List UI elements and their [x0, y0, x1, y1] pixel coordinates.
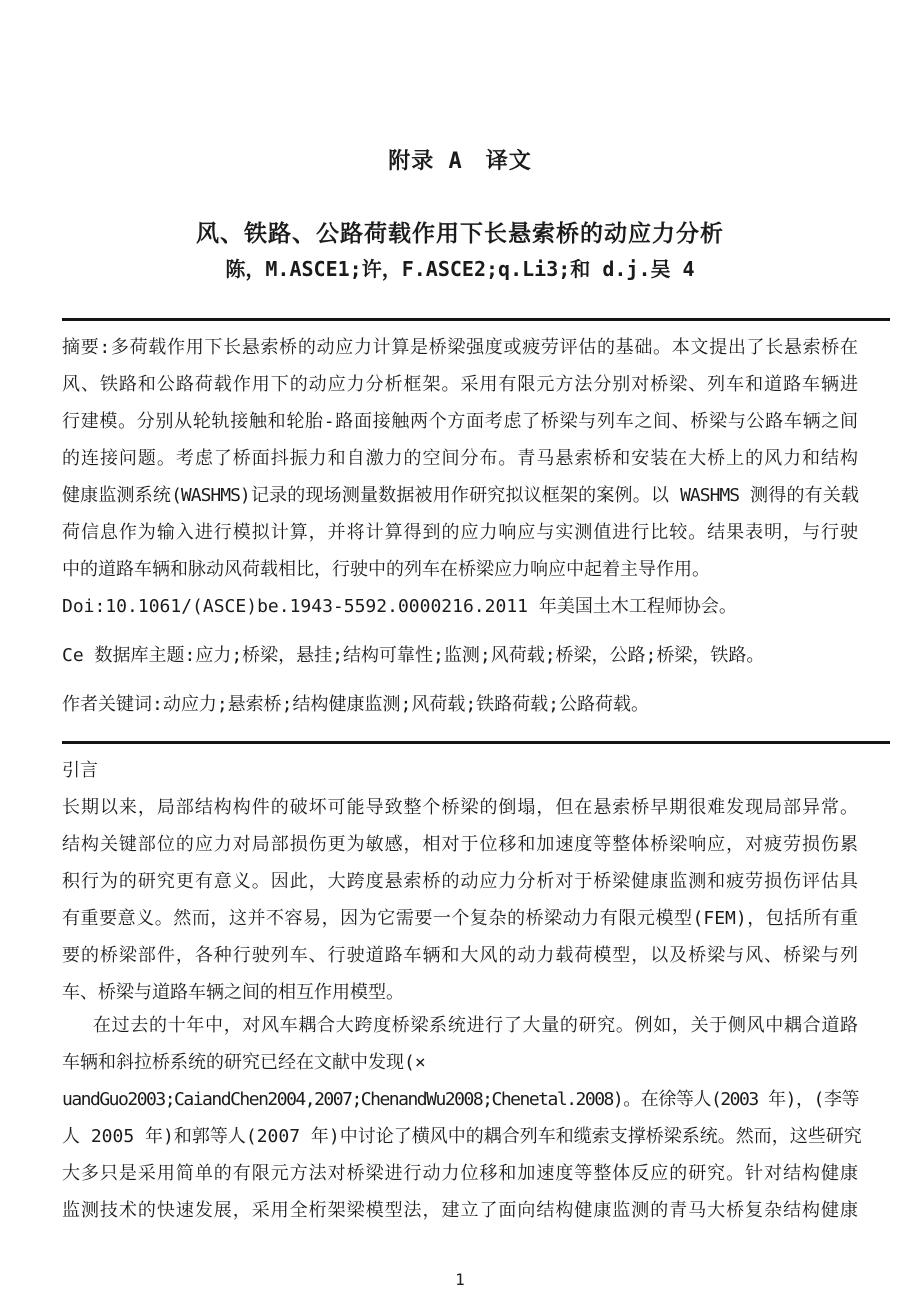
author-keywords-line: 作者关键词:动应力;悬索桥;结构健康监测;风荷载;铁路荷载;公路荷载。	[62, 694, 650, 715]
intro-line: uandGuo2003;CaiandChen2004,2007;ChenandWu2008;Chenetal.2008)。在徐等人(2003 年)，(李等	[62, 1089, 858, 1110]
abstract-line: 的连接问题。考虑了桥面抖振力和自激力的空间分布。青马悬索桥和安装在大桥上的风力和结构	[62, 448, 858, 469]
abstract-top-divider	[62, 318, 890, 321]
abstract-line: 风、铁路和公路荷载作用下的动应力分析框架。采用有限元方法分别对桥梁、列车和道路车辆进	[62, 374, 858, 395]
intro-line: 车、桥梁与道路车辆之间的相互作用模型。	[62, 982, 404, 1003]
ce-subjects-line: Ce 数据库主题:应力;桥梁，悬挂;结构可靠性;监测;风荷载;桥梁，公路;桥梁，铁路。	[62, 645, 765, 666]
intro-line: 监测技术的快速发展，采用全桁架梁模型法，建立了面向结构健康监测的青马大桥复杂结构健康	[62, 1200, 858, 1221]
doi-line: Doi:10.1061/(ASCE)be.1943-5592.0000216.2011 年美国土木工程师协会。	[62, 596, 737, 617]
author-line: 陈，M.ASCE1;许，F.ASCE2;q.Li3;和 d.j.吴 4	[225, 257, 695, 281]
abstract-line: 健康监测系统(WASHMS)记录的现场测量数据被用作研究拟议框架的案例。以 WASHMS 测得的有关载	[62, 485, 858, 506]
abstract-line: 荷信息作为输入进行模拟计算，并将计算得到的应力响应与实测值进行比较。结果表明，与行驶	[62, 522, 858, 543]
intro-line: 在过去的十年中，对风车耦合大跨度桥梁系统进行了大量的研究。例如，关于侧风中耦合道路	[93, 1015, 858, 1036]
abstract-line: 行建模。分别从轮轨接触和轮胎-路面接触两个方面考虑了桥梁与列车之间、桥梁与公路车辆之间	[62, 411, 858, 432]
abstract-line: 中的道路车辆和脉动风荷载相比，行驶中的列车在桥梁应力响应中起着主导作用。	[62, 559, 710, 580]
paper-title: 风、铁路、公路荷载作用下长悬索桥的动应力分析	[196, 221, 724, 247]
intro-line: 人 2005 年)和郭等人(2007 年)中讨论了横风中的耦合列车和缆索支撑桥梁系统。然而，这些研究	[62, 1126, 862, 1147]
intro-line: 结构关键部位的应力对局部损伤更为敏感，相对于位移和加速度等整体桥梁响应，对疲劳损伤累	[62, 834, 858, 855]
ce-subjects-section	[62, 637, 858, 674]
intro-line: 有重要意义。然而，这并不容易，因为它需要一个复杂的桥梁动力有限元模型(FEM)，包括所有重	[62, 908, 858, 929]
introduction-top-divider	[62, 741, 890, 744]
intro-line: 长期以来，局部结构构件的破坏可能导致整个桥梁的倒塌，但在悬索桥早期很难发现局部异常。	[62, 797, 858, 818]
abstract-section	[62, 329, 858, 625]
appendix-heading: 附录 A 译文	[388, 149, 532, 174]
introduction-heading: 引言	[62, 760, 98, 781]
abstract-line: 摘要:多荷载作用下长悬索桥的动应力计算是桥梁强度或疲劳评估的基础。本文提出了长悬索桥在	[62, 337, 858, 358]
intro-line: 积行为的研究更有意义。因此，大跨度悬索桥的动应力分析对于桥梁健康监测和疲劳损伤评估具	[62, 871, 858, 892]
keywords-section	[62, 686, 858, 723]
intro-line: 车辆和斜拉桥系统的研究已经在文献中发现(×	[62, 1052, 426, 1073]
intro-line: 大多只是采用简单的有限元方法对桥梁进行动力位移和加速度等整体反应的研究。针对结构健康	[62, 1163, 858, 1184]
introduction-paragraph-1	[62, 789, 858, 1011]
introduction-heading-wrap	[62, 752, 858, 789]
intro-line: 要的桥梁部件，各种行驶列车、行驶道路车辆和大风的动力载荷模型，以及桥梁与风、桥梁与列	[62, 945, 858, 966]
introduction-paragraph-2	[62, 1007, 862, 1229]
page-number: 1	[455, 1270, 465, 1289]
